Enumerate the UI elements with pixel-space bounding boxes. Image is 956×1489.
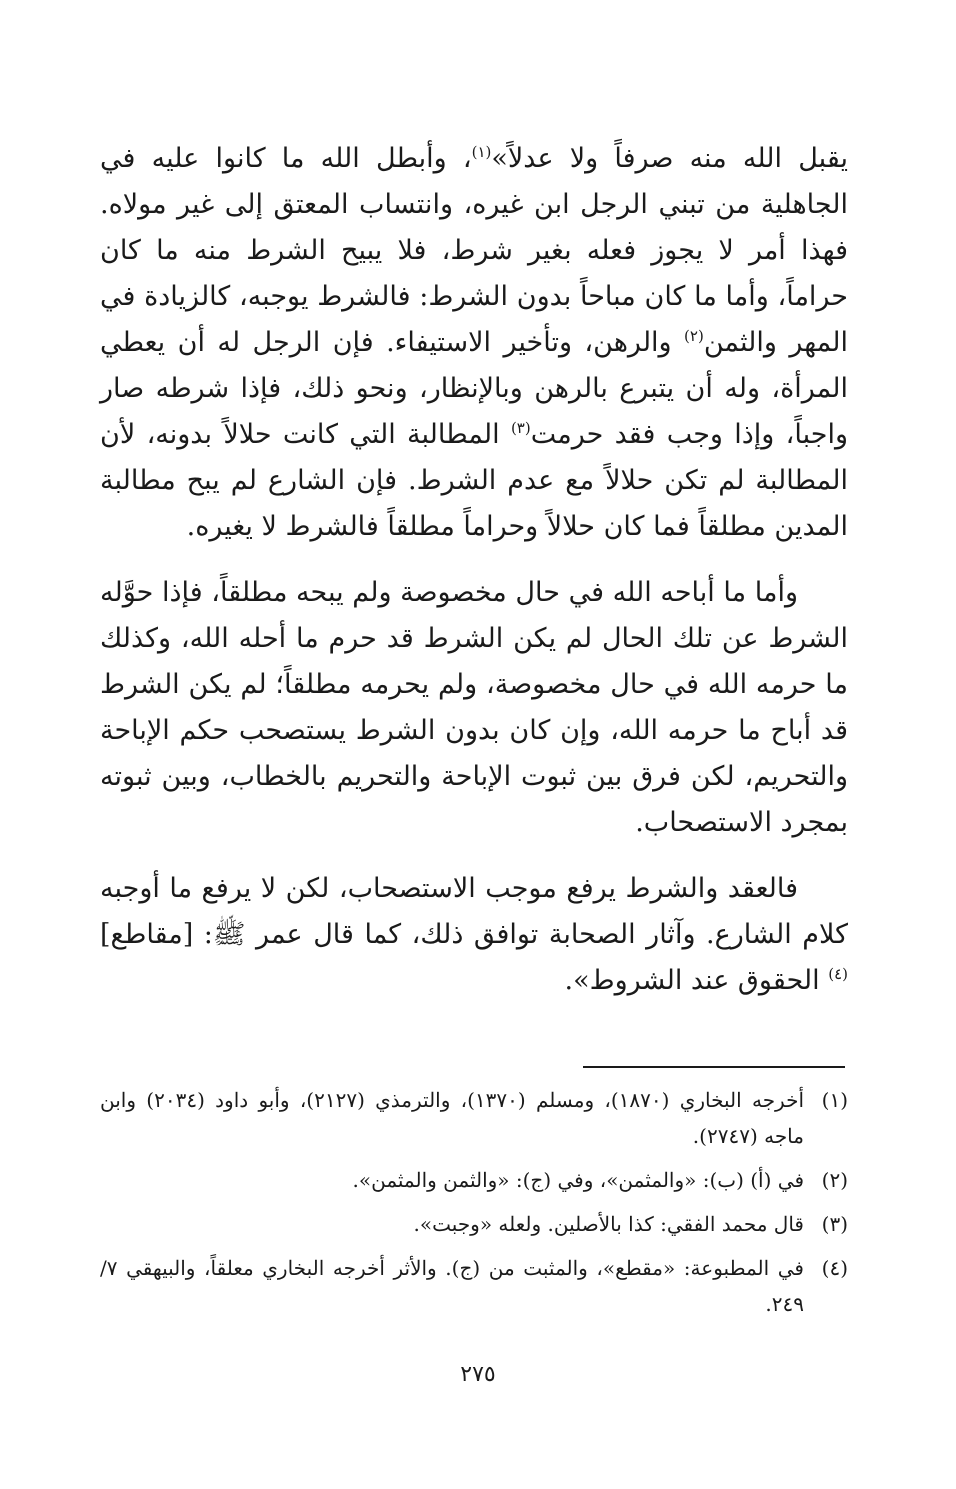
text-segment: الحقوق عند الشروط». (564, 965, 829, 996)
footnote-ref-1: (١) (471, 143, 492, 161)
footnote-text: في المطبوعة: «مقطع»، والمثبت من (ج). والأثر أخرجه البخاري معلقاً، والبيهقي ٧/ ٢٤٩. (100, 1256, 804, 1316)
text-segment: يقبل الله منه صرفاً ولا عدلاً» (491, 143, 848, 174)
footnote-separator (583, 1066, 845, 1068)
paragraph-3 (100, 866, 848, 1004)
footnote-2 (100, 1162, 848, 1198)
paragraph-1 (100, 136, 848, 550)
paragraph-2 (100, 570, 848, 846)
footnote-ref-2: (٢) (684, 327, 704, 345)
footnote-text: أخرجه البخاري (١٨٧٠)، ومسلم (١٣٧٠)، والترمذي (٢١٢٧)، وأبو داود (٢٠٣٤) وابن ماجه (٢٧٤٧). (100, 1088, 805, 1148)
footnote-ref-3: (٣) (510, 419, 531, 437)
text-segment: ، وأبطل الله ما كانوا عليه في الجاهلية من تبني الرجل ابن غيره، وانتساب المعتق إلى غير مولاه. فهذا أمر لا يجوز فعله بغير شرط، فلا يبيح الشرط منه ما كان حراماً، وأما ما كان مباحاً بدون الشرط: فالشرط يوجبه، كالزيادة في المهر والثمن (100, 143, 848, 358)
footnote-number: (١) (821, 1088, 848, 1112)
footnote-1 (100, 1082, 848, 1154)
text-segment: فالعقد والشرط يرفع موجب الاستصحاب، لكن لا يرفع ما أوجبه كلام الشارع. وآثار الصحابة توافق ذلك، كما قال عمر ﷺ: [مقاطع] (100, 873, 848, 950)
footnote-number: (٢) (821, 1168, 848, 1192)
footnote-3 (100, 1206, 848, 1242)
main-text (100, 136, 848, 1024)
text-segment: المطالبة التي كانت حلالاً بدونه، لأن المطالبة لم تكن حلالاً مع عدم الشرط. فإن الشارع لم يبح مطالبة المدين مطلقاً فما كان حلالاً وحراماً مطلقاً فالشرط لا يغيره. (100, 419, 848, 542)
footnote-text: في (أ) (ب): «والمثمن»، وفي (ج): «والثمن والمثمن». (352, 1168, 804, 1192)
text-segment: وأما ما أباحه الله في حال مخصوصة ولم يبحه مطلقاً، فإذا حوَّله الشرط عن تلك الحال لم يكن الشرط قد حرم ما أحله الله، وكذلك ما حرمه الله في حال مخصوصة، ولم يحرمه مطلقاً؛ لم يكن الشرط قد أباح ما حرمه الله، وإن كان بدون الشرط يستصحب حكم الإباحة والتحريم، لكن فرق بين ثبوت الإباحة والتحريم بالخطاب، وبين ثبوته بمجرد الاستصحاب. (100, 577, 848, 838)
text-segment: والرهن، وتأخير الاستيفاء. فإن الرجل له أن يعطي المرأة، وله أن يتبرع بالرهن وبالإنظار، ونحو ذلك، فإذا شرطه صار واجباً، وإذا وجب فقد حرمت (100, 327, 848, 450)
footnote-number: (٤) (821, 1256, 848, 1280)
footnote-text: قال محمد الفقي: كذا بالأصلين. ولعله «وجبت». (413, 1212, 804, 1236)
footnote-ref-4: (٤) (828, 965, 848, 983)
footnote-4 (100, 1250, 848, 1322)
footnotes (100, 1082, 848, 1330)
footnote-number: (٣) (821, 1212, 848, 1236)
page-number: ٢٧٥ (460, 1362, 496, 1387)
